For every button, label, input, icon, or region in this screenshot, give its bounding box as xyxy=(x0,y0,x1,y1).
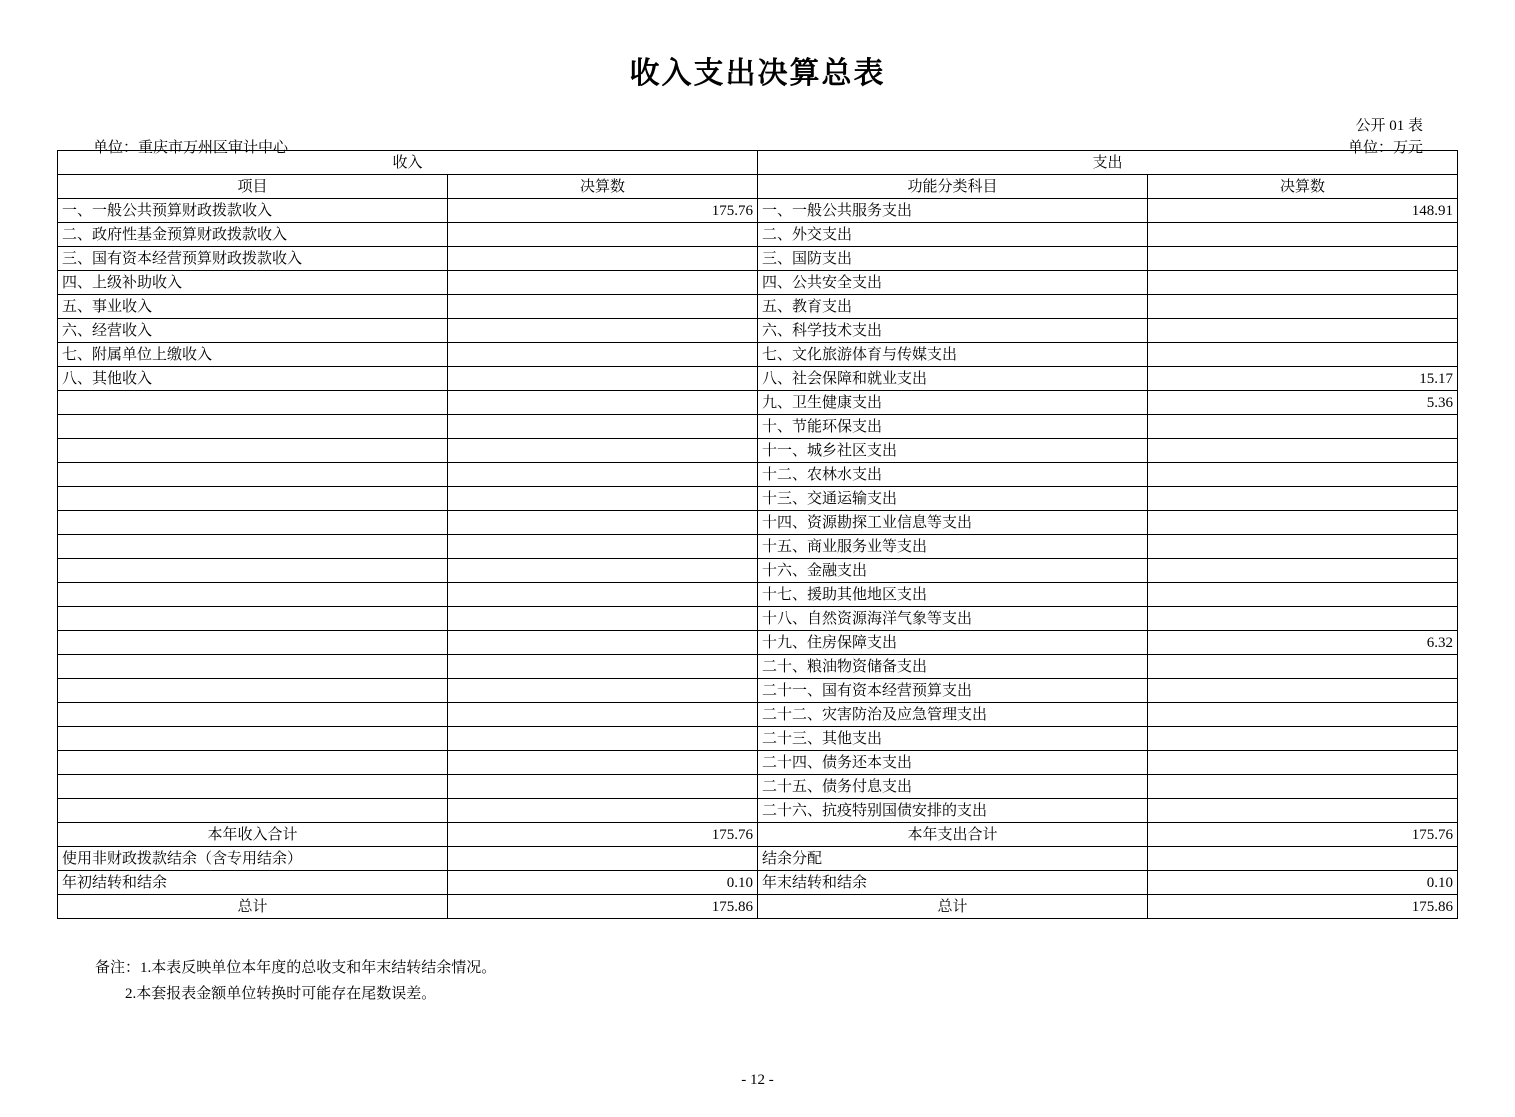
income-item-label: 四、上级补助收入 xyxy=(57,271,447,295)
table-row xyxy=(57,247,1457,271)
summary-income-label: 本年收入合计 xyxy=(57,823,447,847)
income-item-value xyxy=(447,583,757,607)
expense-item-value xyxy=(1148,679,1458,703)
expense-item-value xyxy=(1148,271,1458,295)
table-row xyxy=(57,463,1457,487)
income-item-label xyxy=(57,679,447,703)
expense-item-label: 十七、援助其他地区支出 xyxy=(758,583,1148,607)
income-item-label xyxy=(57,535,447,559)
summary-income-label: 年初结转和结余 xyxy=(57,871,447,895)
income-item-value xyxy=(447,439,757,463)
expense-item-value xyxy=(1148,703,1458,727)
income-item-label: 八、其他收入 xyxy=(57,367,447,391)
income-item-value xyxy=(447,271,757,295)
page-number: - 12 - xyxy=(741,1072,774,1088)
summary-income-label: 使用非财政拨款结余（含专用结余） xyxy=(57,847,447,871)
table-row xyxy=(57,631,1457,655)
income-item-label xyxy=(57,703,447,727)
table-summary-row xyxy=(57,847,1457,871)
expense-item-value xyxy=(1148,343,1458,367)
expense-item-label: 二十四、债务还本支出 xyxy=(758,751,1148,775)
income-item-value xyxy=(447,631,757,655)
summary-income-value: 175.76 xyxy=(447,823,757,847)
income-item-value xyxy=(447,415,757,439)
table-row xyxy=(57,511,1457,535)
expense-item-value: 148.91 xyxy=(1148,199,1458,223)
income-item-label xyxy=(57,511,447,535)
income-item-value xyxy=(447,343,757,367)
expense-item-value xyxy=(1148,511,1458,535)
expense-item-label: 十四、资源勘探工业信息等支出 xyxy=(758,511,1148,535)
summary-expense-value xyxy=(1148,847,1458,871)
expense-item-value xyxy=(1148,439,1458,463)
expense-item-value xyxy=(1148,463,1458,487)
summary-income-label: 总计 xyxy=(57,895,447,919)
expense-item-label: 十二、农林水支出 xyxy=(758,463,1148,487)
amount-unit: 单位：万元 xyxy=(1347,140,1423,156)
summary-income-value: 175.86 xyxy=(447,895,757,919)
expense-item-label: 四、公共安全支出 xyxy=(758,271,1148,295)
expense-item-value xyxy=(1148,247,1458,271)
expense-item-label: 二十五、债务付息支出 xyxy=(758,775,1148,799)
income-item-value xyxy=(447,799,757,823)
column-header-income-amount: 决算数 xyxy=(447,175,757,199)
income-item-label xyxy=(57,655,447,679)
income-item-label: 三、国有资本经营预算财政拨款收入 xyxy=(57,247,447,271)
expense-item-value xyxy=(1148,607,1458,631)
expense-item-label: 十六、金融支出 xyxy=(758,559,1148,583)
table-row xyxy=(57,559,1457,583)
table-row xyxy=(57,391,1457,415)
income-item-value xyxy=(447,367,757,391)
expense-item-value xyxy=(1148,295,1458,319)
table-row xyxy=(57,199,1457,223)
income-item-value xyxy=(447,775,757,799)
expense-item-value xyxy=(1148,415,1458,439)
table-row xyxy=(57,295,1457,319)
expense-item-value xyxy=(1148,487,1458,511)
expense-item-label: 十三、交通运输支出 xyxy=(758,487,1148,511)
income-item-value xyxy=(447,295,757,319)
income-item-value xyxy=(447,391,757,415)
table-row xyxy=(57,583,1457,607)
expense-item-value xyxy=(1148,799,1458,823)
income-item-label xyxy=(57,607,447,631)
summary-income-value: 0.10 xyxy=(447,871,757,895)
income-item-value xyxy=(447,319,757,343)
column-header-expense-item: 功能分类科目 xyxy=(758,175,1148,199)
column-header-expense-amount: 决算数 xyxy=(1148,175,1458,199)
income-item-value xyxy=(447,463,757,487)
income-item-value xyxy=(447,223,757,247)
table-row xyxy=(57,607,1457,631)
expense-item-value xyxy=(1148,583,1458,607)
expense-item-value xyxy=(1148,751,1458,775)
summary-expense-label: 总计 xyxy=(758,895,1148,919)
income-item-value xyxy=(447,511,757,535)
expense-item-value: 15.17 xyxy=(1148,367,1458,391)
expense-item-value xyxy=(1148,775,1458,799)
note-line-2: 2.本套报表金额单位转换时可能存在尾数误差。 xyxy=(125,986,437,1002)
table-summary-row xyxy=(57,823,1457,847)
income-item-value xyxy=(447,751,757,775)
table-row xyxy=(57,799,1457,823)
expense-item-label: 十一、城乡社区支出 xyxy=(758,439,1148,463)
table-row xyxy=(57,415,1457,439)
summary-expense-value: 175.76 xyxy=(1148,823,1458,847)
expense-item-value xyxy=(1148,319,1458,343)
expense-item-label: 二十一、国有资本经营预算支出 xyxy=(758,679,1148,703)
form-code: 公开 01 表 xyxy=(1355,118,1423,134)
income-item-value xyxy=(447,679,757,703)
summary-income-value xyxy=(447,847,757,871)
income-item-label xyxy=(57,439,447,463)
expense-item-label: 七、文化旅游体育与传媒支出 xyxy=(758,343,1148,367)
income-item-label xyxy=(57,559,447,583)
table-row xyxy=(57,223,1457,247)
unit-name: 单位：重庆市万州区审计中心 xyxy=(93,140,289,156)
expense-item-value xyxy=(1148,223,1458,247)
expense-item-label: 十八、自然资源海洋气象等支出 xyxy=(758,607,1148,631)
income-item-value xyxy=(447,559,757,583)
document-meta xyxy=(0,114,1515,156)
income-item-label: 六、经营收入 xyxy=(57,319,447,343)
table-notes xyxy=(95,955,1515,1007)
expense-item-label: 十、节能环保支出 xyxy=(758,415,1148,439)
income-item-value xyxy=(447,607,757,631)
expense-item-value xyxy=(1148,559,1458,583)
expense-item-label: 六、科学技术支出 xyxy=(758,319,1148,343)
income-item-label xyxy=(57,799,447,823)
income-item-label xyxy=(57,727,447,751)
expense-item-label: 十九、住房保障支出 xyxy=(758,631,1148,655)
income-item-value xyxy=(447,247,757,271)
income-item-label xyxy=(57,751,447,775)
income-item-label xyxy=(57,487,447,511)
summary-expense-value: 0.10 xyxy=(1148,871,1458,895)
document-page xyxy=(0,48,1515,1117)
table-row xyxy=(57,367,1457,391)
expense-item-label: 三、国防支出 xyxy=(758,247,1148,271)
income-item-value: 175.76 xyxy=(447,199,757,223)
summary-expense-label: 本年支出合计 xyxy=(758,823,1148,847)
table-row xyxy=(57,271,1457,295)
income-item-label xyxy=(57,463,447,487)
expense-item-value xyxy=(1148,655,1458,679)
expense-item-label: 九、卫生健康支出 xyxy=(758,391,1148,415)
table-row xyxy=(57,655,1457,679)
table-row xyxy=(57,487,1457,511)
table-column-header-row xyxy=(57,175,1457,199)
income-item-value xyxy=(447,535,757,559)
table-row xyxy=(57,679,1457,703)
summary-expense-label: 结余分配 xyxy=(758,847,1148,871)
income-item-label xyxy=(57,391,447,415)
table-summary-row xyxy=(57,895,1457,919)
income-item-label: 二、政府性基金预算财政拨款收入 xyxy=(57,223,447,247)
table-row xyxy=(57,343,1457,367)
table-row xyxy=(57,775,1457,799)
table-row xyxy=(57,751,1457,775)
table-row xyxy=(57,319,1457,343)
income-item-label xyxy=(57,583,447,607)
income-item-label: 一、一般公共预算财政拨款收入 xyxy=(57,199,447,223)
table-row xyxy=(57,727,1457,751)
table-row xyxy=(57,535,1457,559)
column-header-income-item: 项目 xyxy=(57,175,447,199)
expense-item-label: 二、外交支出 xyxy=(758,223,1148,247)
expense-item-label: 二十六、抗疫特别国债安排的支出 xyxy=(758,799,1148,823)
expense-item-label: 一、一般公共服务支出 xyxy=(758,199,1148,223)
expense-item-value xyxy=(1148,535,1458,559)
expense-item-label: 五、教育支出 xyxy=(758,295,1148,319)
page-title: 收入支出决算总表 xyxy=(629,57,886,90)
table-row xyxy=(57,703,1457,727)
income-item-label xyxy=(57,775,447,799)
summary-expense-value: 175.86 xyxy=(1148,895,1458,919)
expense-item-value: 5.36 xyxy=(1148,391,1458,415)
income-item-label: 五、事业收入 xyxy=(57,295,447,319)
income-item-label xyxy=(57,415,447,439)
income-item-value xyxy=(447,655,757,679)
group-header-income: 收入 xyxy=(57,151,757,175)
budget-summary-table xyxy=(57,150,1458,919)
income-item-label: 七、附属单位上缴收入 xyxy=(57,343,447,367)
expense-item-label: 八、社会保障和就业支出 xyxy=(758,367,1148,391)
expense-item-label: 二十三、其他支出 xyxy=(758,727,1148,751)
income-item-value xyxy=(447,703,757,727)
expense-item-value xyxy=(1148,727,1458,751)
income-item-label xyxy=(57,631,447,655)
expense-item-label: 二十二、灾害防治及应急管理支出 xyxy=(758,703,1148,727)
table-summary-row xyxy=(57,871,1457,895)
table-row xyxy=(57,439,1457,463)
summary-expense-label: 年末结转和结余 xyxy=(758,871,1148,895)
note-line-1: 备注：1.本表反映单位本年度的总收支和年末结转结余情况。 xyxy=(95,960,497,976)
group-header-expenditure: 支出 xyxy=(758,151,1458,175)
expense-item-label: 十五、商业服务业等支出 xyxy=(758,535,1148,559)
income-item-value xyxy=(447,487,757,511)
income-item-value xyxy=(447,727,757,751)
expense-item-value: 6.32 xyxy=(1148,631,1458,655)
expense-item-label: 二十、粮油物资储备支出 xyxy=(758,655,1148,679)
